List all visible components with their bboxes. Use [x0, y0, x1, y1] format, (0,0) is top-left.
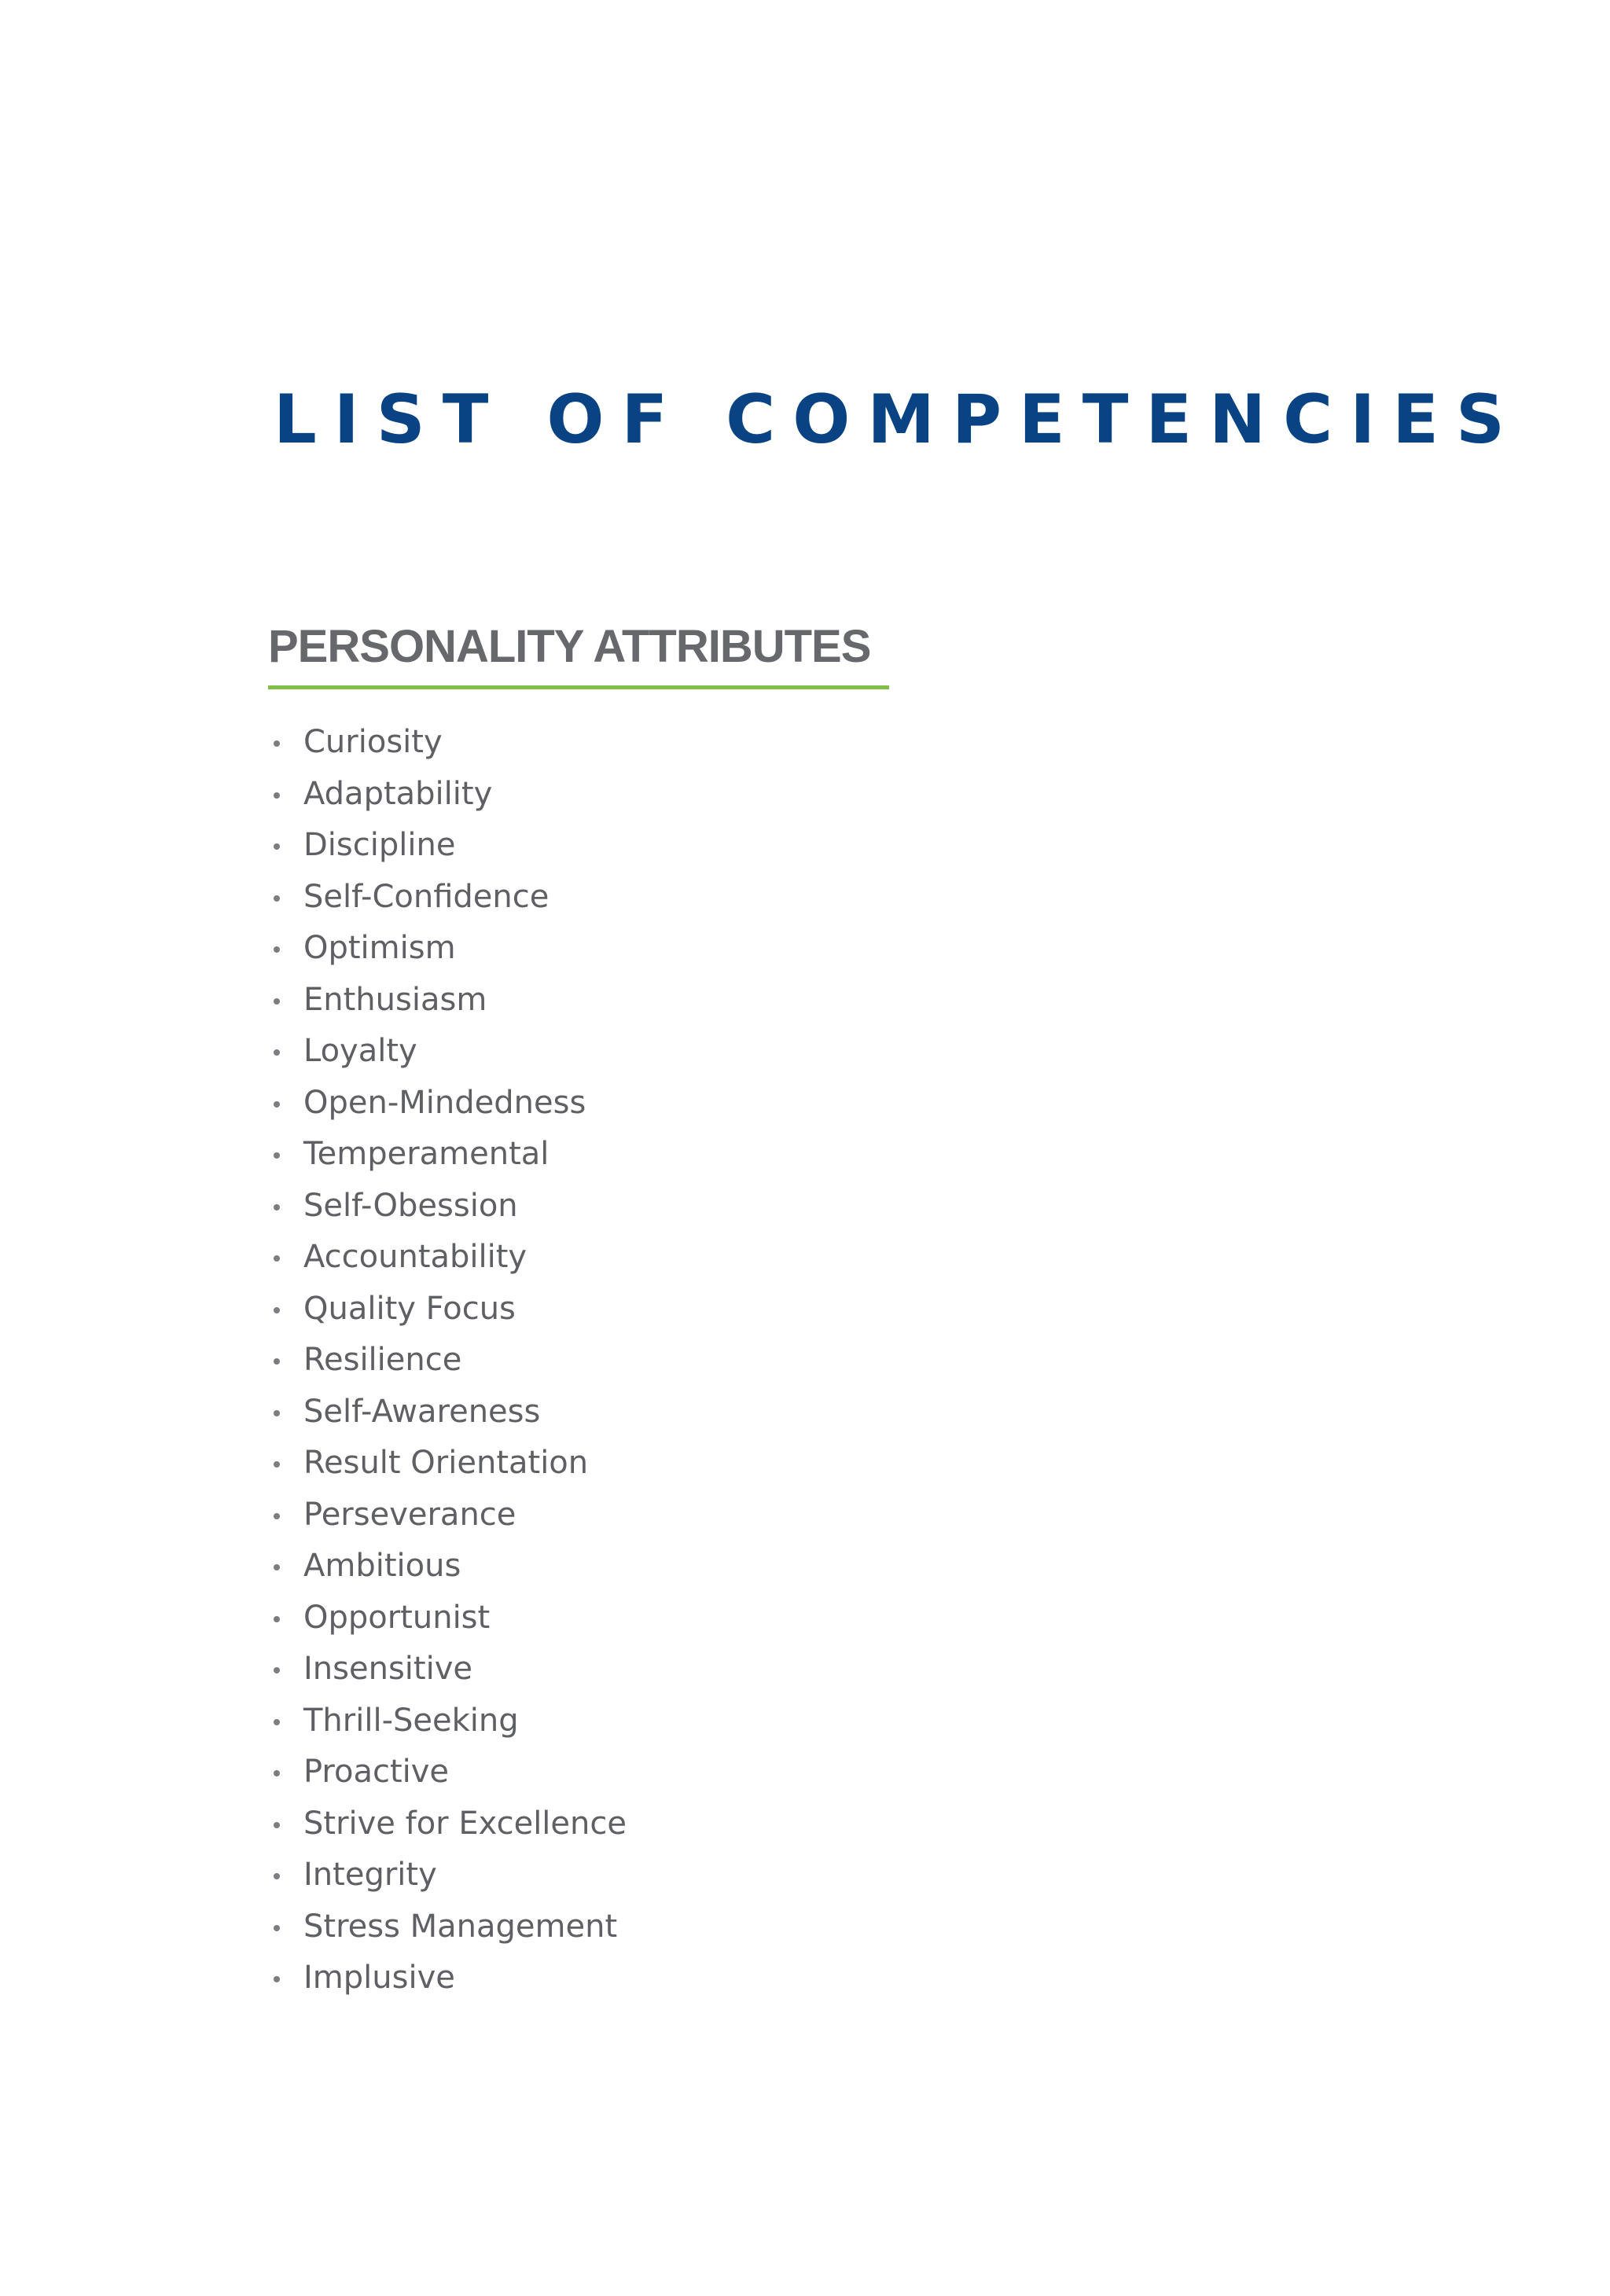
bullet-icon [274, 1822, 280, 1828]
bullet-icon [274, 1461, 280, 1468]
attribute-label: Self-Awareness [303, 1393, 541, 1430]
list-item [268, 1335, 627, 1387]
attribute-label: Open-Mindedness [303, 1084, 586, 1121]
list-item [268, 923, 627, 975]
attribute-label: Result Orientation [303, 1445, 589, 1481]
list-item [268, 1026, 627, 1078]
list-item [268, 820, 627, 872]
attribute-label: Resilience [303, 1342, 462, 1378]
bullet-icon [274, 843, 280, 850]
bullet-icon [274, 1358, 280, 1365]
attribute-label: Quality Focus [303, 1290, 516, 1327]
bullet-icon [274, 1410, 280, 1416]
attribute-label: Self-Confidence [303, 878, 550, 915]
list-item [268, 1387, 627, 1438]
personality-attributes-section [268, 617, 889, 677]
attribute-label: Proactive [303, 1754, 450, 1790]
attribute-label: Implusive [303, 1960, 455, 1996]
attribute-label: Ambitious [303, 1548, 461, 1584]
list-item [268, 1901, 627, 1953]
bullet-icon [274, 998, 280, 1005]
attribute-label: Integrity [303, 1857, 437, 1893]
bullet-icon [274, 1513, 280, 1519]
bullet-icon [274, 1873, 280, 1879]
attribute-label: Opportunist [303, 1599, 491, 1636]
list-item [268, 1232, 627, 1284]
bullet-icon [274, 1925, 280, 1931]
list-item [268, 717, 627, 769]
attribute-label: Strive for Excellence [303, 1805, 627, 1842]
list-item [268, 1438, 627, 1490]
attribute-label: Adaptability [303, 775, 493, 812]
bullet-icon [274, 1564, 280, 1570]
bullet-icon [274, 1616, 280, 1622]
list-item [268, 1541, 627, 1593]
bullet-icon [274, 1667, 280, 1673]
bullet-icon [274, 1976, 280, 1982]
bullet-icon [274, 740, 280, 747]
list-item [268, 1953, 627, 2004]
bullet-icon [274, 895, 280, 902]
attribute-label: Perseverance [303, 1496, 516, 1533]
list-item [268, 769, 627, 821]
list-item [268, 1181, 627, 1232]
list-item [268, 975, 627, 1027]
bullet-icon [274, 946, 280, 953]
attribute-label: Accountability [303, 1239, 527, 1275]
list-item [268, 1284, 627, 1335]
list-item [268, 1078, 627, 1130]
green-divider [268, 685, 889, 689]
bullet-icon [274, 792, 280, 799]
attribute-label: Curiosity [303, 724, 443, 760]
list-item [268, 1798, 627, 1850]
bullet-icon [274, 1255, 280, 1262]
attribute-label: Stress Management [303, 1908, 618, 1945]
list-item [268, 1644, 627, 1695]
page-title: LIST OF COMPETENCIES [274, 380, 1522, 459]
personality-attribute-list [268, 717, 627, 2004]
attribute-label: Temperamental [303, 1136, 550, 1172]
attribute-label: Loyalty [303, 1033, 417, 1069]
attribute-label: Enthusiasm [303, 981, 487, 1018]
bullet-icon [274, 1152, 280, 1159]
bullet-icon [274, 1719, 280, 1725]
attribute-label: Thrill-Seeking [303, 1702, 519, 1739]
section-heading: PERSONALITY ATTRIBUTES [268, 621, 871, 672]
bullet-icon [274, 1770, 280, 1776]
list-item [268, 1747, 627, 1798]
list-item [268, 1129, 627, 1181]
list-item [268, 872, 627, 924]
bullet-icon [274, 1307, 280, 1313]
attribute-label: Self-Obession [303, 1187, 518, 1224]
bullet-icon [274, 1204, 280, 1210]
list-item [268, 1850, 627, 1901]
attribute-label: Insensitive [303, 1651, 472, 1687]
bullet-icon [274, 1049, 280, 1056]
list-item [268, 1593, 627, 1644]
attribute-label: Discipline [303, 827, 456, 863]
bullet-icon [274, 1101, 280, 1108]
list-item [268, 1490, 627, 1541]
list-item [268, 1695, 627, 1747]
attribute-label: Optimism [303, 930, 456, 966]
